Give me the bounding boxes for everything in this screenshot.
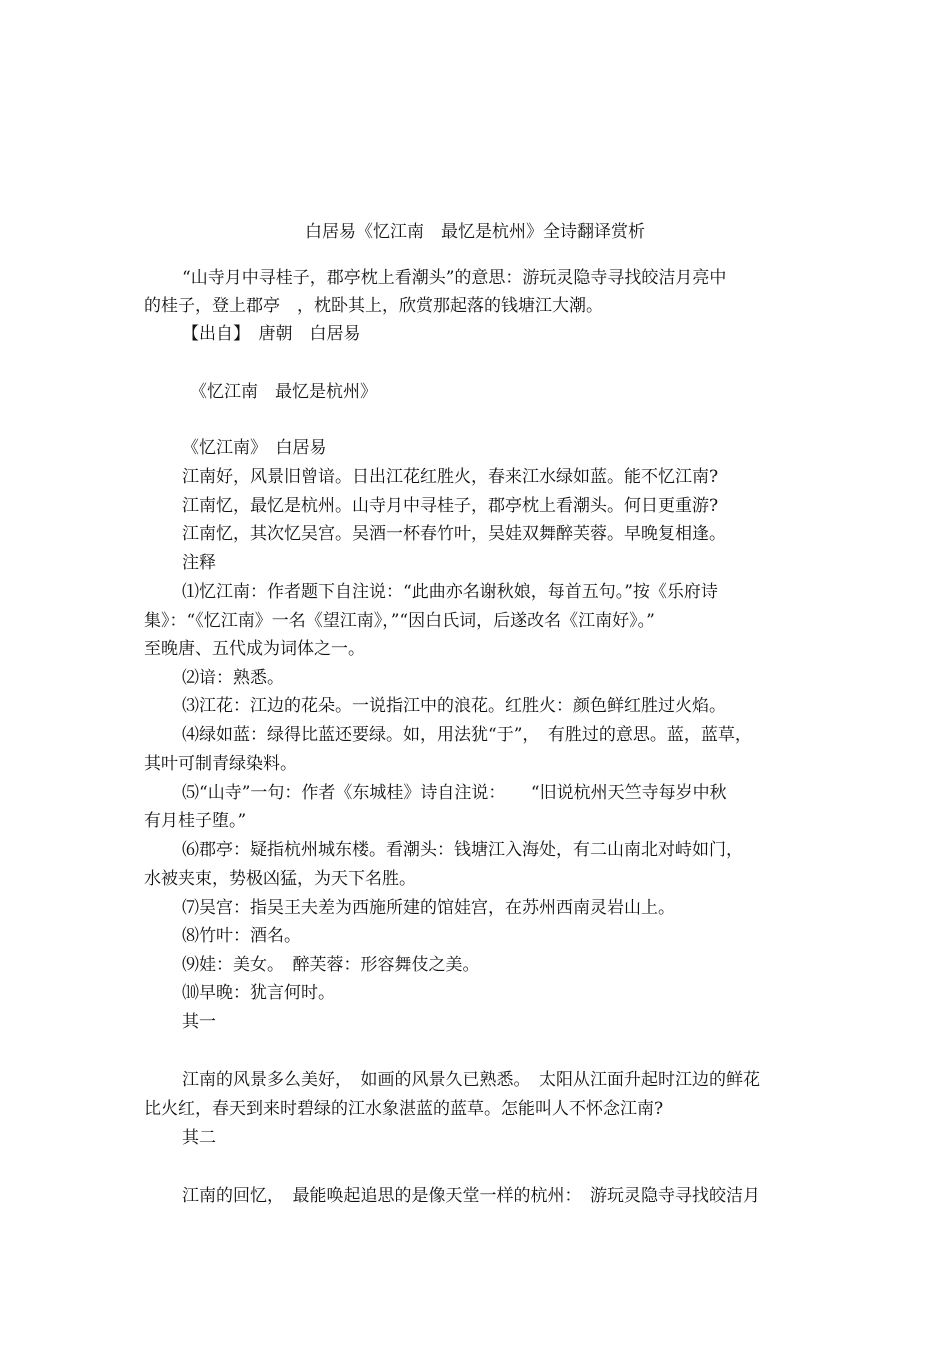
note-10: ⑽早晚：犹言何时。 [182, 983, 335, 1003]
source-line: 【出自】 唐朝 白居易 [182, 324, 361, 344]
note-line: 水被夹束，势极凶猛，为天下名胜。 [144, 869, 416, 889]
poem-line: 江南忆，其次忆吴宫。吴酒一杯春竹叶，吴娃双舞醉芙蓉。早晚复相逢。 [182, 524, 726, 544]
note-9: ⑼娃：美女。 醉芙蓉：形容舞伎之美。 [182, 955, 480, 975]
note-line: ⑹郡亭：疑指杭州城东楼。看潮头：钱塘江入海处，有二山南北对峙如门， [182, 840, 743, 860]
document-title: 白居易《忆江南 最忆是杭州》全诗翻译赏析 [305, 222, 645, 242]
note-8: ⑻竹叶：酒名。 [182, 926, 301, 946]
notes-label: 注释 [182, 553, 216, 573]
translation-line: 江南的风景多么美好， 如画的风景久已熟悉。 太阳从江面升起时江边的鲜花 [182, 1070, 760, 1090]
poem-title-author: 《忆江南》 白居易 [182, 438, 327, 458]
intro-line-1: “山寺月中寻桂子，郡亭枕上看潮头”的意思：游玩灵隐寺寻找皎洁月亮中 [182, 268, 727, 288]
part-1-label: 其一 [182, 1012, 216, 1032]
note-3: ⑶江花：江边的花朵。一说指江中的浪花。红胜火：颜色鲜红胜过火焰。 [182, 696, 726, 716]
intro-line-2: 的桂子，登上郡亭 ，枕卧其上，欣赏那起落的钱塘江大潮。 [144, 296, 603, 316]
note-line: ⑷绿如蓝：绿得比蓝还要绿。如，用法犹“于”， 有胜过的意思。蓝，蓝草， [182, 725, 752, 745]
note-line: ⑸“山寺”一句：作者《东城桂》诗自注说： “旧说杭州天竺寺每岁中秋 [182, 783, 727, 803]
translation-line: 比火红，春天到来时碧绿的江水象湛蓝的蓝草。怎能叫人不怀念江南? [144, 1099, 664, 1119]
note-line: 至晚唐、五代成为词体之一。 [144, 639, 365, 659]
poem-line: 江南忆，最忆是杭州。山寺月中寻桂子，郡亭枕上看潮头。何日更重游? [182, 496, 719, 516]
note-line: ⑴忆江南：作者题下自注说：“此曲亦名谢秋娘，每首五句。”按《乐府诗 [182, 582, 718, 602]
note-line: 其叶可制青绿染料。 [144, 754, 297, 774]
note-7: ⑺吴宫：指吴王夫差为西施所建的馆娃宫，在苏州西南灵岩山上。 [182, 898, 675, 918]
note-2: ⑵谙：熟悉。 [182, 668, 284, 688]
note-line: 集》：“《忆江南》一名《望江南》，”“因白氏词，后遂改名《江南好》。” [144, 611, 655, 631]
poem-line: 江南好，风景旧曾谙。日出江花红胜火，春来江水绿如蓝。能不忆江南? [182, 467, 719, 487]
note-line: 有月桂子堕。” [144, 811, 247, 831]
part-2-text: 江南的回忆， 最能唤起追思的是像天堂一样的杭州： 游玩灵隐寺寻找皎洁月 [182, 1186, 760, 1206]
poem-heading: 《忆江南 最忆是杭州》 [190, 382, 377, 402]
part-2-label: 其二 [182, 1128, 216, 1148]
